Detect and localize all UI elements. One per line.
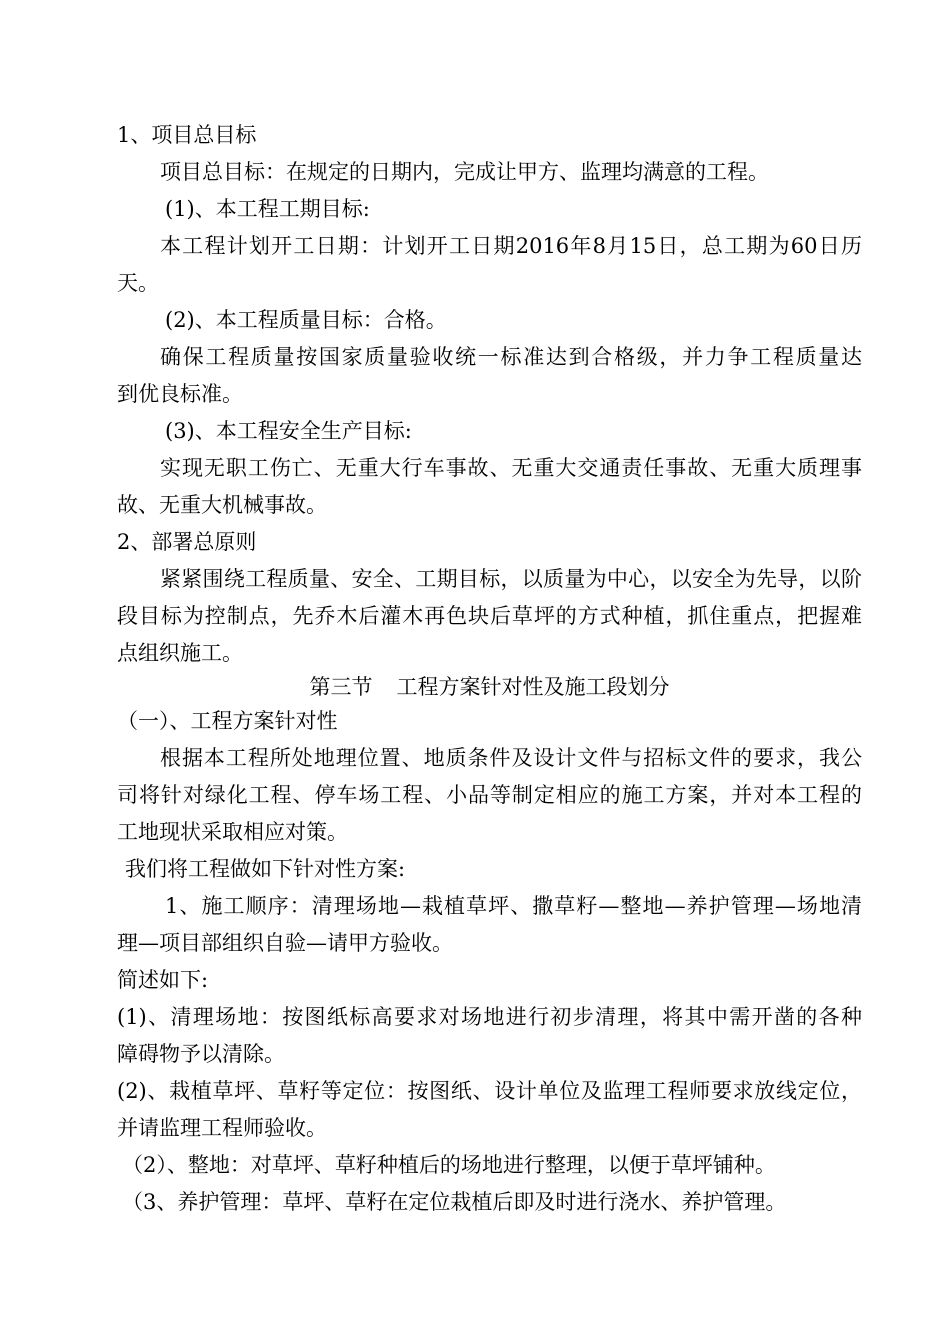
subheading-3: (3)、本工程安全生产目标: xyxy=(165,419,412,443)
paragraph-line: 故、无重大机械事故。 xyxy=(117,493,327,517)
paragraph-line: 本工程计划开工日期：计划开工日期2016年8月15日，总工期为60日历 xyxy=(160,234,862,258)
heading-1: 1、项目总目标 xyxy=(117,123,257,147)
paragraph-line: 段目标为控制点，先乔木后灌木再色块后草坪的方式种植，抓住重点，把握难 xyxy=(117,604,862,628)
paragraph-line: 工地现状采取相应对策。 xyxy=(117,820,348,844)
subheading-1: (1)、本工程工期目标: xyxy=(165,197,370,221)
paragraph-line: 项目总目标：在规定的日期内，完成让甲方、监理均满意的工程。 xyxy=(160,160,769,184)
section-number: 第三节 xyxy=(309,675,373,699)
heading-2: 2、部署总原则 xyxy=(117,530,257,554)
heading-3: （一）、工程方案针对性 xyxy=(117,709,338,733)
paragraph-line: （3、养护管理：草坪、草籽在定位栽植后即及时进行浇水、养护管理。 xyxy=(122,1190,787,1214)
paragraph-line: (1)、清理场地：按图纸标高要求对场地进行初步清理，将其中需开凿的各种 xyxy=(117,1005,862,1029)
paragraph-line: 1、施工顺序：清理场地—栽植草坪、撒草籽—整地—养护管理—场地清 xyxy=(165,894,862,918)
paragraph-line: 到优良标准。 xyxy=(117,382,243,406)
subheading-2: (2)、本工程质量目标：合格。 xyxy=(165,308,447,332)
paragraph-line: (2)、栽植草坪、草籽等定位：按图纸、设计单位及监理工程师要求放线定位， xyxy=(117,1079,862,1103)
paragraph-line: 障碍物予以清除。 xyxy=(117,1042,285,1066)
section-title: 工程方案针对性及施工段划分 xyxy=(396,675,670,699)
paragraph-line: 天。 xyxy=(117,271,159,295)
paragraph-line: 简述如下: xyxy=(117,968,209,992)
paragraph-line: 司将针对绿化工程、停车场工程、小品等制定相应的施工方案，并对本工程的 xyxy=(117,783,862,807)
paragraph-line: （2）、整地：对草坪、草籽种植后的场地进行整理，以便于草坪铺种。 xyxy=(122,1153,776,1177)
paragraph-line: 根据本工程所处地理位置、地质条件及设计文件与招标文件的要求，我公 xyxy=(160,746,862,770)
paragraph-line: 确保工程质量按国家质量验收统一标准达到合格级，并力争工程质量达 xyxy=(160,345,862,369)
paragraph-line: 实现无职工伤亡、无重大行车事故、无重大交通责任事故、无重大质理事 xyxy=(160,456,862,480)
paragraph-line: 紧紧围绕工程质量、安全、工期目标，以质量为中心，以安全为先导，以阶 xyxy=(160,567,862,591)
paragraph-line: 点组织施工。 xyxy=(117,641,243,665)
paragraph-line: 理—项目部组织自验—请甲方验收。 xyxy=(117,931,453,955)
section-heading xyxy=(117,669,862,705)
paragraph-line: 我们将工程做如下针对性方案: xyxy=(125,857,406,881)
paragraph-line: 并请监理工程师验收。 xyxy=(117,1116,327,1140)
